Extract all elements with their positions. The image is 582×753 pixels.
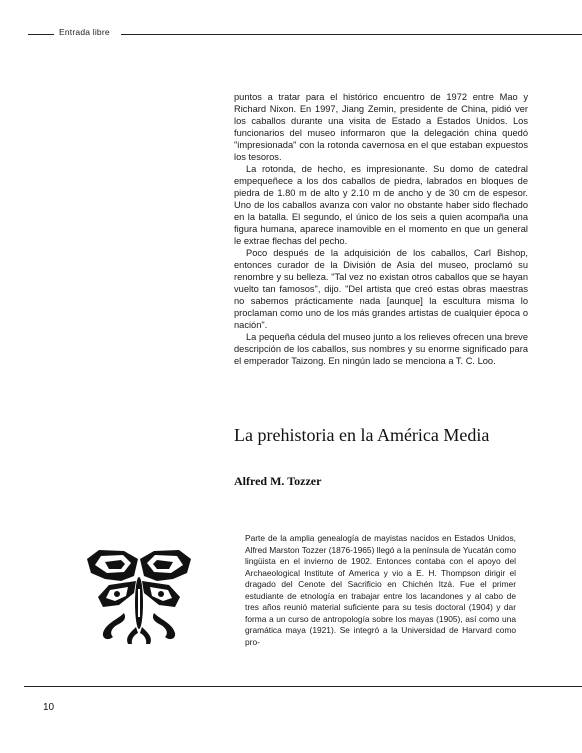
- section-label: Entrada libre: [59, 27, 110, 37]
- author-name: Alfred M. Tozzer: [234, 474, 322, 488]
- article-body: [234, 91, 528, 367]
- article-paragraph: Poco después de la adquisición de los caballos, Carl Bishop, entonces curador de la División de Asia del museo, proclamó su renombre y su belleza. "Tal vez no existan otros caballos que se hayan vuelto tan famosos", dijo. "Del artista que creó estas obras maestras no sabemos prácticamente nada [aunque] la escultura misma lo proclaman como uno de los más grandes artistas de cualquier época o nación".: [234, 248, 528, 330]
- section-title: La prehistoria en la América Media: [234, 425, 490, 445]
- article-paragraph: puntos a tratar para el histórico encuentro de 1972 entre Mao y Richard Nixon. En 1997, Jiang Zemin, presidente de China, pidió ver los caballos durante una visita de Estado a Estados Unidos. Los funcionarios del museo informaron que la delegación china quedó "impresionada" con la rotonda cavernosa en el que estaban expuestos los tesoros.: [234, 92, 528, 162]
- header-rule-left: [28, 34, 54, 35]
- article-paragraph: La rotonda, de hecho, es impresionante. Su domo de catedral empequeñece a los dos caballos de piedra, labrados en bloques de piedra de 1.80 m de alto y 2.10 m de ancho y de 30 cm de espesor. Uno de los caballos avanza con valor no obstante haber sido flechado en la batalla. El segundo, el único de los seis a quien acompaña una figura humana, aparece inamovible en el momento en que un general le extrae flechas del pecho.: [234, 164, 528, 246]
- page-number: 10: [43, 702, 55, 713]
- header-rule-right: [121, 34, 582, 35]
- butterfly-ornament-icon: [79, 545, 199, 645]
- section-intro: Parte de la amplia genealogía de mayistas nacidos en Estados Unidos, Alfred Marston Tozzer (1876-1965) llegó a la península de Yucatán como lingüista en el invierno de 1902. Entonces contaba con el apoyo del Archaeological Institute of America y vio a E. H. Thompson dirigir el dragado del Cenote del Sacrificio en Chichén Itzá. Fue el primer estudiante de etnología en trabajar entre los lacandones y al cabo de tres años reunió material suficiente para su tesis doctoral (1904) y dar forma a un curso de antropología sobre los mayas (1905), así como una gramática maya (1921). Se integró a la Universidad de Harvard como pro-: [245, 533, 516, 647]
- article-paragraph: La pequeña cédula del museo junto a los relieves ofrecen una breve descripción de los caballos, sus nombres y su enorme significado para el emperador Taizong. En ningún lado se menciona a T. C. Loo.: [234, 332, 528, 366]
- footer-rule: [24, 686, 582, 687]
